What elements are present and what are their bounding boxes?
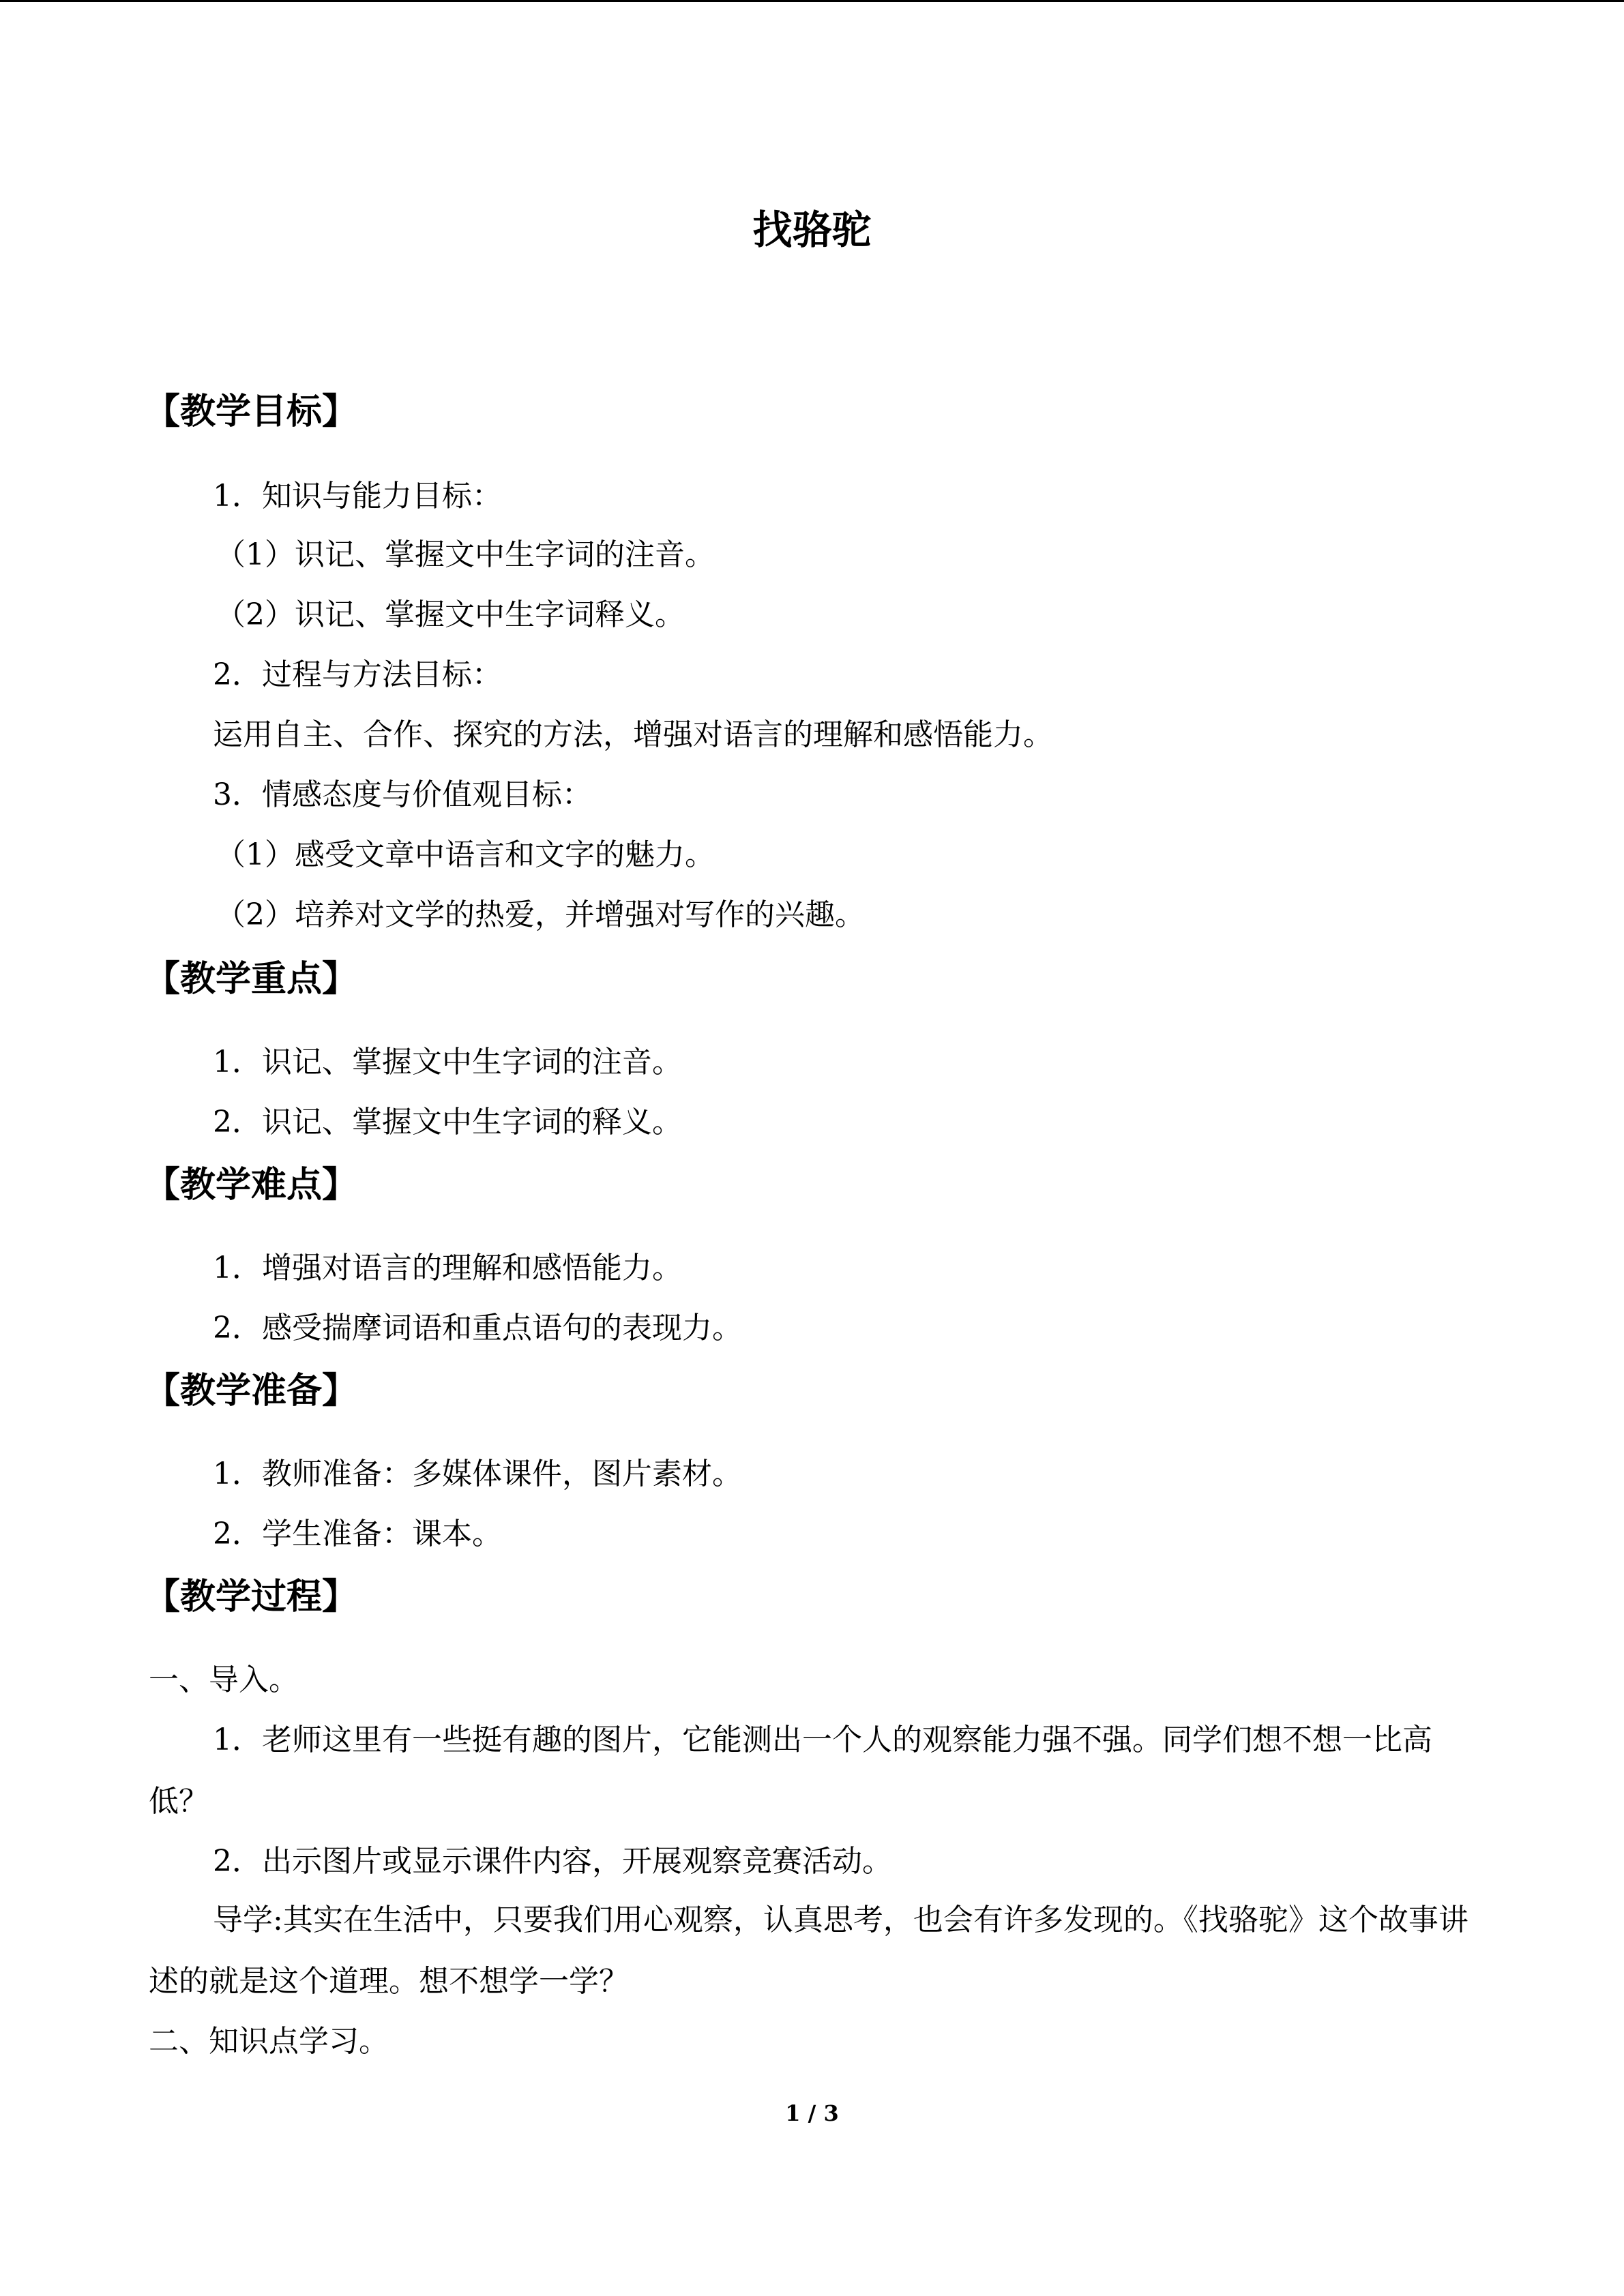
objective-line: 2．过程与方法目标：: [213, 657, 502, 692]
objective-line: （2）培养对文学的热爱，并增强对写作的兴趣。: [216, 897, 865, 932]
objective-line: 3．情感态度与价值观目标：: [213, 777, 592, 812]
objective-line: （1）感受文章中语言和文字的魅力。: [216, 837, 715, 872]
key-point-line: 1．识记、掌握文中生字词的注音。: [213, 1045, 682, 1079]
process-step-title: 一、导入。: [149, 1663, 299, 1697]
difficulty-line: 1．增强对语言的理解和感悟能力。: [213, 1251, 682, 1285]
objective-line: 1．知识与能力目标：: [213, 479, 502, 513]
top-border: [0, 0, 1624, 2]
preparation-line: 2．学生准备：课本。: [213, 1517, 502, 1551]
heading-process: 【教学过程】: [145, 1576, 358, 1617]
heading-key-points: 【教学重点】: [145, 958, 358, 1000]
objective-line: （1）识记、掌握文中生字词的注音。: [216, 537, 715, 572]
process-step-title: 二、知识点学习。: [149, 2024, 389, 2059]
process-paragraph: 2．出示图片或显示课件内容，开展观察竞赛活动。: [213, 1844, 892, 1879]
heading-objectives: 【教学目标】: [145, 391, 358, 432]
document-title: 找骆驼: [752, 207, 872, 253]
objective-line: （2）识记、掌握文中生字词释义。: [216, 597, 685, 632]
process-paragraph: 导学:其实在生活中，只要我们用心观察，认真思考，也会有许多发现的。《找骆驼》这个故事讲述的就是这个道理。想不想学一学？: [149, 1903, 1468, 1999]
heading-preparation: 【教学准备】: [145, 1370, 358, 1412]
difficulty-line: 2．感受揣摩词语和重点语句的表现力。: [213, 1311, 742, 1345]
process-paragraph: 1．老师这里有一些挺有趣的图片，它能测出一个人的观察能力强不强。同学们想不想一比高低？: [149, 1723, 1432, 1819]
preparation-line: 1．教师准备：多媒体课件，图片素材。: [213, 1457, 742, 1491]
page-number: 1 / 3: [785, 2100, 839, 2126]
heading-difficulties: 【教学难点】: [145, 1164, 358, 1206]
objective-line: 运用自主、合作、探究的方法，增强对语言的理解和感悟能力。: [213, 717, 1053, 752]
key-point-line: 2．识记、掌握文中生字词的释义。: [213, 1105, 682, 1139]
